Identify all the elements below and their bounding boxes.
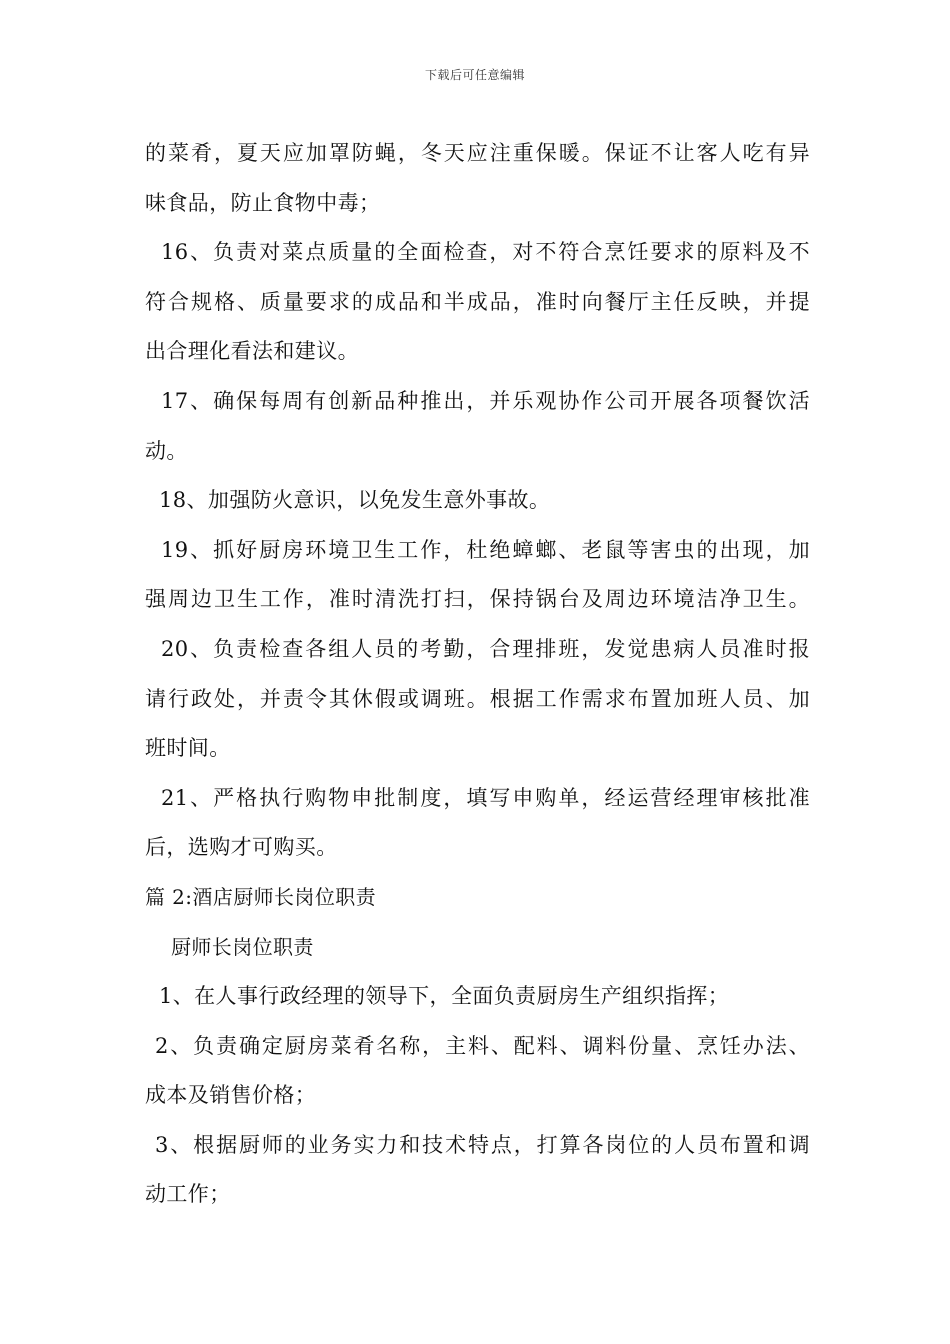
text-line: 动工作； [145, 1182, 231, 1207]
text-line: 1、在人事行政经理的领导下，全面负责厨房生产组织指挥； [159, 984, 730, 1009]
section-heading: 篇 2:酒店厨师长岗位职责 [145, 884, 377, 909]
text-line: 味食品，防止食物中毒； [145, 190, 381, 215]
text-line: 19、抓好厨房环境卫生工作，杜绝蟑螂、老鼠等害虫的出现，加 [161, 537, 810, 562]
text-line: 2、负责确定厨房菜肴名称，主料、配料、调料份量、烹饪办法、 [155, 1033, 810, 1058]
text-line: 后，选购才可购买。 [145, 835, 338, 860]
text-line: 请行政处，并责令其休假或调班。根据工作需求布置加班人员、加 [145, 686, 810, 711]
text-line: 3、根据厨师的业务实力和技术特点，打算各岗位的人员布置和调 [155, 1132, 810, 1157]
text-line: 的菜肴，夏天应加罩防蝇，冬天应注重保暖。保证不让客人吃有异 [145, 141, 810, 165]
text-line: 出合理化看法和建议。 [145, 339, 359, 364]
section-heading: 厨师长岗位职责 [171, 934, 314, 959]
text-line: 动。 [145, 438, 188, 463]
text-line: 强周边卫生工作，准时清洗打扫，保持锅台及周边环境洁净卫生。 [145, 587, 810, 612]
document-body [145, 129, 810, 1220]
text-line: 班时间。 [145, 736, 231, 761]
text-line: 符合规格、质量要求的成品和半成品，准时向餐厅主任反映，并提 [145, 289, 810, 314]
text-line: 20、负责检查各组人员的考勤，合理排班，发觉患病人员准时报 [161, 636, 810, 661]
text-line: 17、确保每周有创新品种推出，并乐观协作公司开展各项餐饮活 [161, 388, 810, 413]
page-header: 下载后可任意编辑 [424, 68, 525, 82]
text-line: 21、严格执行购物申批制度，填写申购单，经运营经理审核批准 [161, 785, 810, 810]
text-line: 18、加强防火意识，以免发生意外事故。 [159, 488, 551, 513]
text-line: 16、负责对菜点质量的全面检查，对不符合烹饪要求的原料及不 [161, 240, 810, 265]
text-line: 成本及销售价格； [145, 1083, 317, 1108]
